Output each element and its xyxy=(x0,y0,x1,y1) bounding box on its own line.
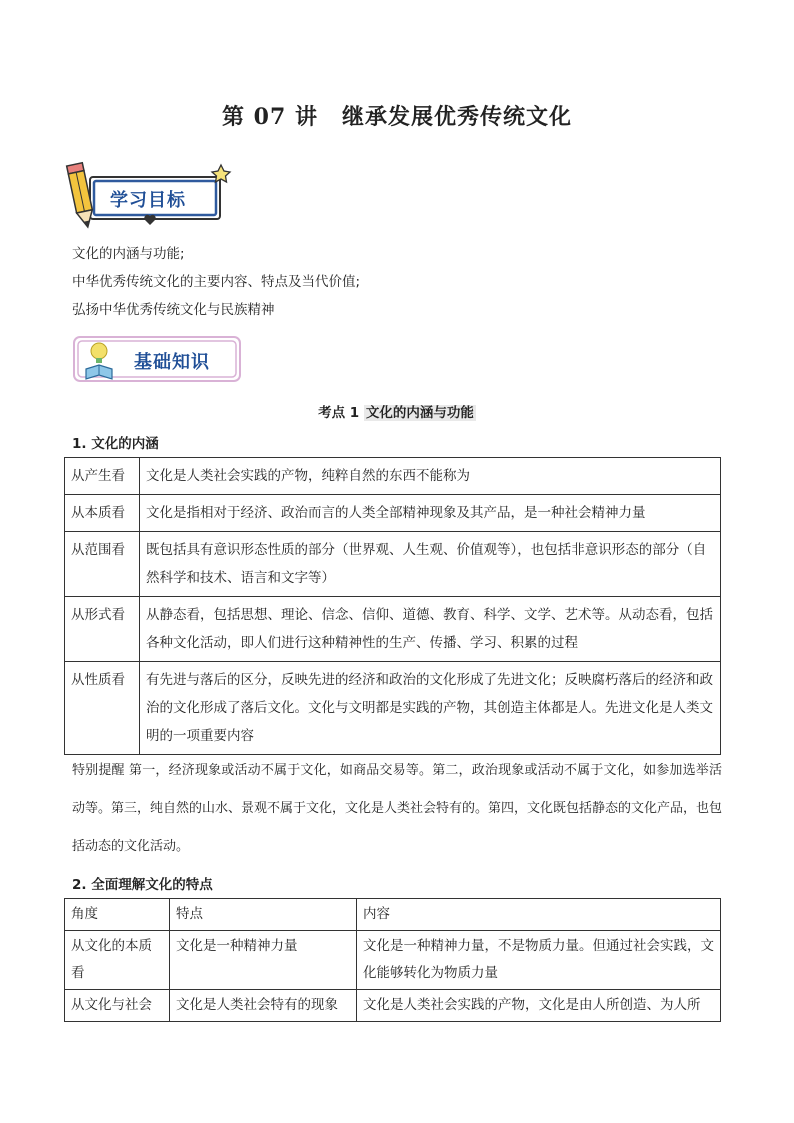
objectives-list xyxy=(72,240,360,324)
culture-features-table xyxy=(64,898,721,1022)
table-row: 从形式看 从静态看，包括思想、理论、信念、信仰、道德、教育、科学、文学、艺术等。从动态看，包括各种文化活动，即人们进行这种精神性的生产、传播、学习、积累的过程 xyxy=(65,597,721,662)
learning-goal-label: 学习目标 xyxy=(110,190,186,211)
special-reminder-label: 特别提醒 xyxy=(72,763,125,778)
culture-connotation-table xyxy=(64,457,721,755)
section-heading: 1. 文化的内涵 xyxy=(72,436,159,452)
table-row: 从范围看 既包括具有意识形态性质的部分（世界观、人生观、价值观等），也包括非意识形态的部分（自然科学和技术、语言和文字等） xyxy=(65,532,721,597)
table-header-row: 角度 特点 内容 xyxy=(65,899,721,931)
basic-knowledge-badge xyxy=(72,333,244,385)
table-row: 从本质看 文化是指相对于经济、政治而言的人类全部精神现象及其产品，是一种社会精神力量 xyxy=(65,495,721,532)
special-reminder: 特别提醒 第一，经济现象或活动不属于文化，如商品交易等。第二，政治现象或活动不属于文化，如参加选举活动等。第三，纯自然的山水、景观不属于文化，文化是人类社会特有的。第四，文化既包括静态的文化产品，也包括动态的文化活动。 xyxy=(72,763,723,854)
learning-goal-badge xyxy=(64,155,234,235)
knowledge-point-heading: 考点 1 文化的内涵与功能 xyxy=(318,405,474,421)
objective-item: 文化的内涵与功能; xyxy=(72,246,185,262)
table-row: 从文化的本质看 文化是一种精神力量 文化是一种精神力量，不是物质力量。但通过社会实践，文化能够转化为物质力量 xyxy=(65,931,721,990)
basic-knowledge-label: 基础知识 xyxy=(134,352,210,373)
page-title: 第 07 讲 继承发展优秀传统文化 xyxy=(222,104,572,130)
table-row: 从性质看 有先进与落后的区分，反映先进的经济和政治的文化形成了先进文化；反映腐朽落后的经济和政治的文化形成了落后文化。文化与文明都是实践的产物，其创造主体都是人。先进文化是人类文明的一项重要内容 xyxy=(65,662,721,755)
table-row: 从文化与社会 文化是人类社会特有的现象 文化是人类社会实践的产物，文化是由人所创造、为人所 xyxy=(65,990,721,1022)
table-row: 从产生看 文化是人类社会实践的产物，纯粹自然的东西不能称为 xyxy=(65,458,721,495)
section-heading: 2. 全面理解文化的特点 xyxy=(72,877,213,893)
objective-item: 中华优秀传统文化的主要内容、特点及当代价值; xyxy=(72,274,361,290)
objective-item: 弘扬中华优秀传统文化与民族精神 xyxy=(72,302,275,318)
